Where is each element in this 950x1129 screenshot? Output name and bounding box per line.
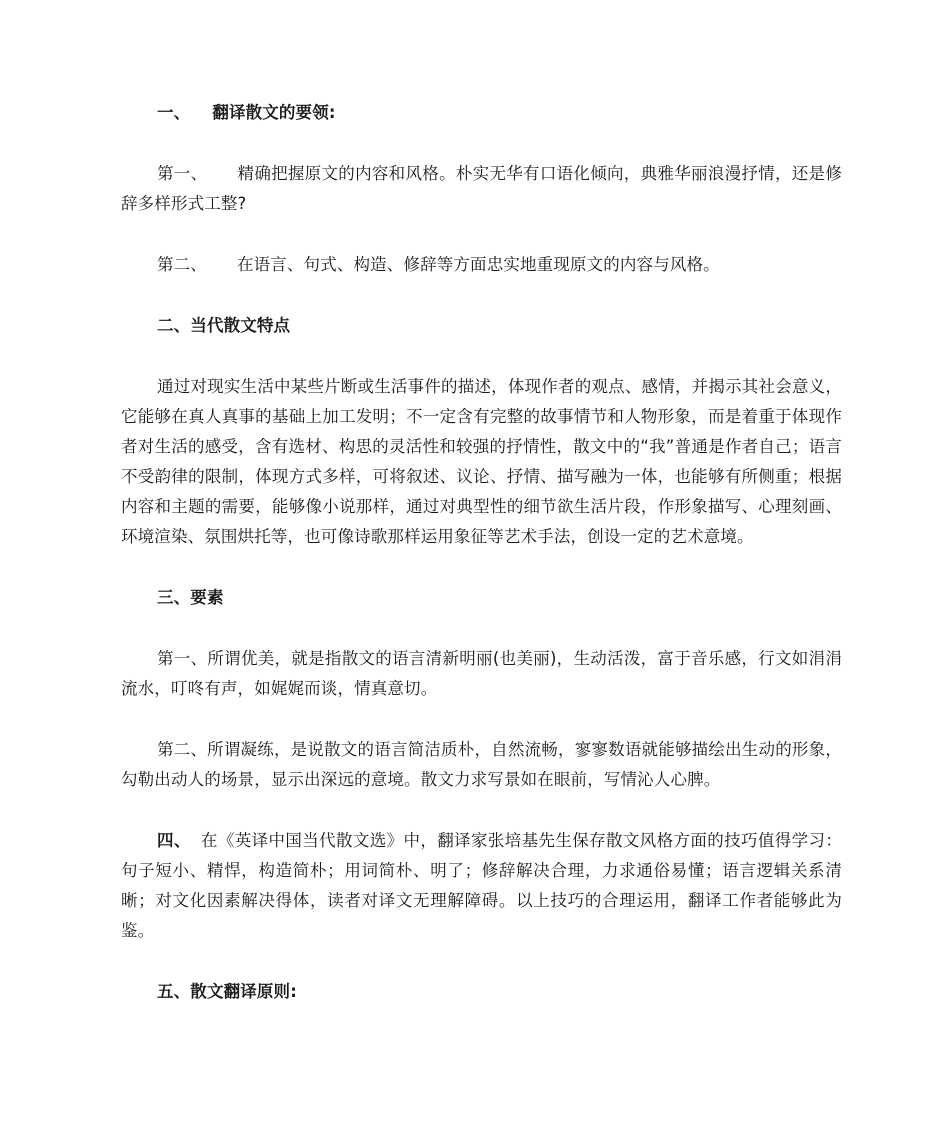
paragraph-text: 在语言、句式、构造、修辞等方面忠实地重现原文的内容与风格。 [236,255,720,274]
paragraph-text: 在《英译中国当代散文选》中，翻译家张培基先生保存散文风格方面的技巧值得学习：句子短小、精悍，构造简朴；用词简朴、明了；修辞解决合理，力求通俗易懂；语言逻辑关系清晰；对文化因素解决得体，读者对译文无理解障碍。以上技巧的合理运用，翻译工作者能够此为鉴。 [121,831,842,940]
section-heading-3: 三、要素 [157,588,224,607]
paragraph-first [121,159,842,219]
section-heading-5: 五、散文翻译原则: [157,982,297,1001]
section-number: 四、 [157,831,191,850]
section-heading-1 [121,98,842,128]
section-heading-2: 二、当代散文特点 [157,316,291,335]
paragraph-concision: 第二、所谓凝练，是说散文的语言简洁质朴，自然流畅，寥寥数语就能够描绘出生动的形象，勾勒出动人的场景，显示出深远的意境。散文力求写景如在眼前，写情沁人心脾。 [121,740,842,789]
section-title: 翻译散文的要领: [212,103,336,122]
paragraph-text: 精确把握原文的内容和风格。朴实无华有口语化倾向，典雅华丽浪漫抒情，还是修辞多样形式工整? [121,164,842,213]
paragraph-section-4 [121,826,842,946]
paragraph-label: 第二、 [157,255,207,274]
paragraph-second [121,250,842,280]
section-number: 一、 [157,103,191,122]
paragraph-elegance: 第一、所谓优美，就是指散文的语言清新明丽(也美丽)，生动活泼，富于音乐感，行文如涓涓流水，叮咚有声，如娓娓而谈，情真意切。 [121,649,842,698]
paragraph-features: 通过对现实生活中某些片断或生活事件的描述，体现作者的观点、感情，并揭示其社会意义，它能够在真人真事的基础上加工发明；不一定含有完整的故事情节和人物形象，而是着重于体现作者对生活的感受，含有选材、构思的灵活性和较强的抒情性，散文中的“我”普通是作者自己；语言不受韵律的限制，体现方式多样，可将叙述、议论、抒情、描写融为一体，也能够有所侧重；根据内容和主题的需要，能够像小说那样，通过对典型性的细节欲生活片段，作形象描写、心理刻画、环境渲染、氛围烘托等，也可像诗歌那样运用象征等艺术手法，创设一定的艺术意境。 [121,377,842,546]
paragraph-label: 第一、 [157,164,208,183]
